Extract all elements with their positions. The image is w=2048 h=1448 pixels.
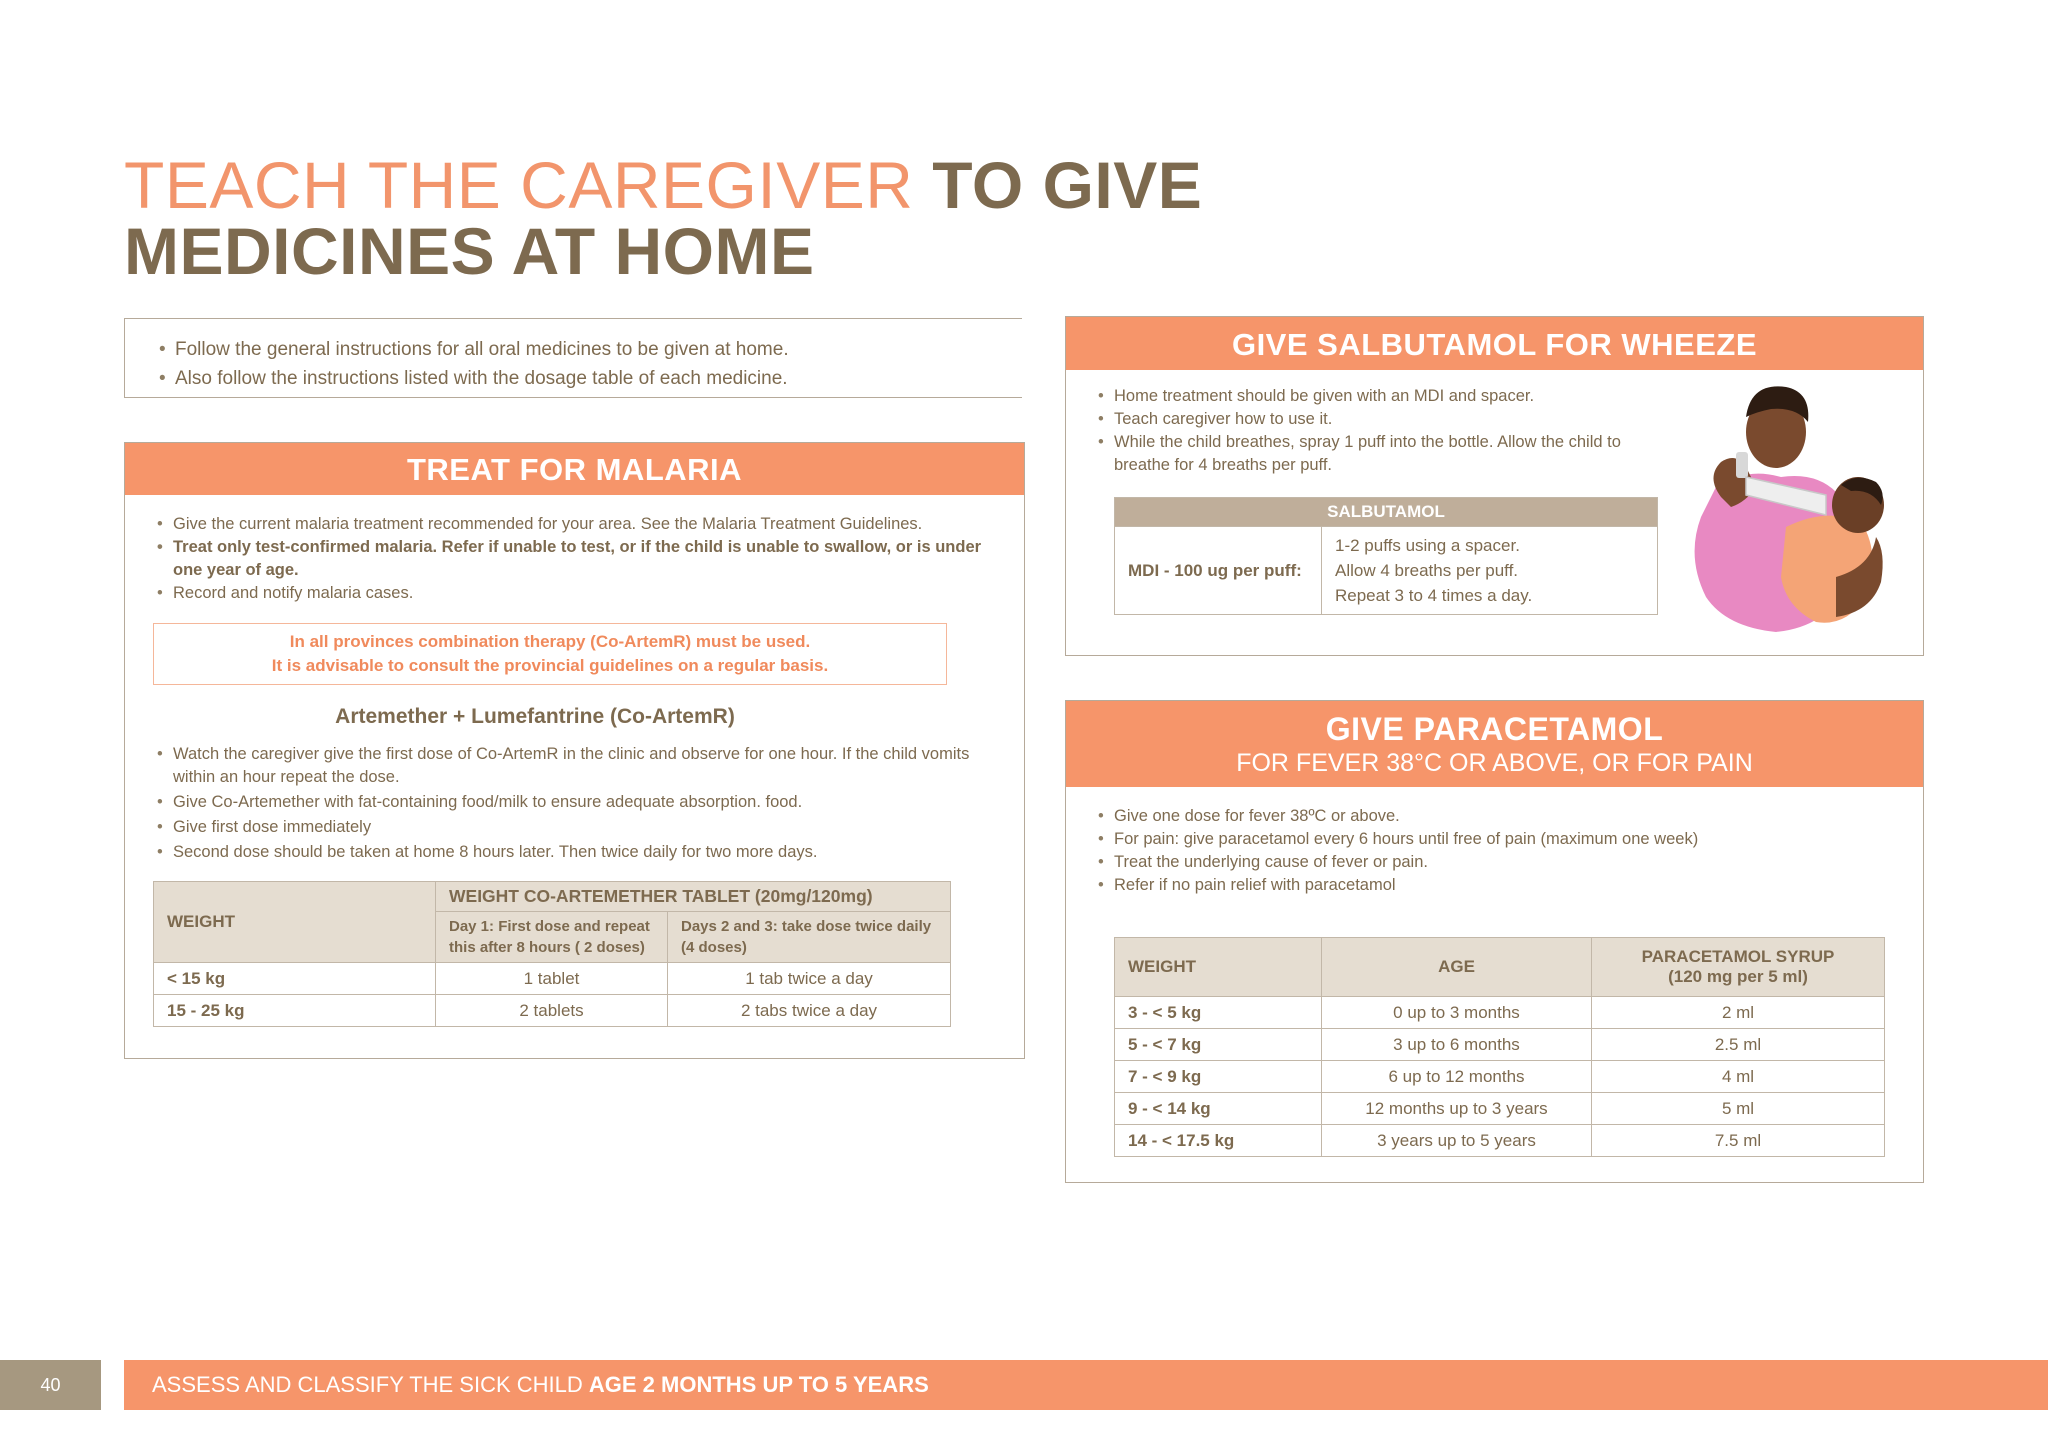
cell-weight: < 15 kg xyxy=(154,963,436,995)
co-artem-bullets xyxy=(157,743,997,866)
instruction-line: 1-2 puffs using a spacer. xyxy=(1335,536,1520,555)
cell-dose: 4 ml xyxy=(1592,1061,1885,1093)
table-row xyxy=(1115,1093,1885,1125)
list-item: • Give Co-Artemether with fat-containing food/milk to ensure adequate absorption. food. xyxy=(157,791,997,814)
cell-day23: 1 tab twice a day xyxy=(668,963,951,995)
cell-dose: 7.5 ml xyxy=(1592,1125,1885,1157)
title-dark-1: TO GIVE xyxy=(932,148,1203,222)
footer-text: ASSESS AND CLASSIFY THE SICK CHILD xyxy=(152,1372,589,1397)
cell-weight: 5 - < 7 kg xyxy=(1115,1029,1322,1061)
malaria-heading: TREAT FOR MALARIA xyxy=(125,443,1024,495)
instruction-line: Repeat 3 to 4 times a day. xyxy=(1335,586,1533,605)
paracetamol-bullets xyxy=(1098,805,1898,897)
paracetamol-panel xyxy=(1065,700,1924,1183)
table-header-salbutamol: SALBUTAMOL xyxy=(1115,498,1658,527)
list-item: • Give the current malaria treatment recommended for your area. See the Malaria Treatment Guidelines. xyxy=(157,513,997,536)
list-item: • Give one dose for fever 38ºC or above. xyxy=(1098,805,1898,828)
note-line: It is advisable to consult the provincial guidelines on a regular basis. xyxy=(271,656,829,675)
cell-day23: 2 tabs twice a day xyxy=(668,995,951,1027)
malaria-bullets xyxy=(157,513,997,605)
list-item: • Second dose should be taken at home 8 hours later. Then twice daily for two more days. xyxy=(157,841,997,864)
cell-age: 6 up to 12 months xyxy=(1322,1061,1592,1093)
cell-weight: 7 - < 9 kg xyxy=(1115,1061,1322,1093)
cell-weight: 15 - 25 kg xyxy=(154,995,436,1027)
table-header-day23: Days 2 and 3: take dose twice daily (4 doses) xyxy=(668,912,951,963)
cell-age: 3 years up to 5 years xyxy=(1322,1125,1592,1157)
cell-dose: 5 ml xyxy=(1592,1093,1885,1125)
list-item: • Record and notify malaria cases. xyxy=(157,582,997,605)
list-item: • While the child breathes, spray 1 puff into the bottle. Allow the child to breathe for 4 breaths per puff. xyxy=(1098,431,1658,477)
malaria-panel xyxy=(124,442,1025,1059)
header-line: PARACETAMOL SYRUP xyxy=(1641,947,1835,966)
mother-child-inhaler-illustration xyxy=(1676,377,1912,645)
cell-weight: 14 - < 17.5 kg xyxy=(1115,1125,1322,1157)
table-header-group: WEIGHT CO-ARTEMETHER TABLET (20mg/120mg) xyxy=(436,882,951,912)
cell-dose: 2.5 ml xyxy=(1592,1029,1885,1061)
title-light: TEACH THE CAREGIVER xyxy=(124,148,914,222)
cell-age: 3 up to 6 months xyxy=(1322,1029,1592,1061)
cell-day1: 1 tablet xyxy=(436,963,668,995)
cell-weight: 3 - < 5 kg xyxy=(1115,997,1322,1029)
table-row xyxy=(154,963,951,995)
list-item: • Refer if no pain relief with paracetamol xyxy=(1098,874,1898,897)
paracetamol-heading-block xyxy=(1066,701,1923,787)
cell-age: 12 months up to 3 years xyxy=(1322,1093,1592,1125)
list-item: • Treat only test-confirmed malaria. Refer if unable to test, or if the child is unable to swallow, or is under one year of age. xyxy=(157,536,997,582)
drug-title: Artemether + Lumefantrine (Co-ArtemR) xyxy=(335,705,735,728)
inhaler xyxy=(1736,452,1748,478)
salbutamol-heading: GIVE SALBUTAMOL FOR WHEEZE xyxy=(1066,317,1923,370)
page-title xyxy=(124,148,1224,288)
paracetamol-subheading: FOR FEVER 38°C OR ABOVE, OR FOR PAIN xyxy=(1236,749,1753,777)
cell-weight: 9 - < 14 kg xyxy=(1115,1093,1322,1125)
table-row xyxy=(154,995,951,1027)
footer-text-bold: AGE 2 MONTHS UP TO 5 YEARS xyxy=(588,1372,929,1397)
paracetamol-heading: GIVE PARACETAMOL xyxy=(1325,711,1664,747)
paracetamol-dosage-table xyxy=(1114,937,1885,1157)
malaria-note-box xyxy=(153,623,947,685)
general-instructions-list xyxy=(159,335,789,393)
footer-bar xyxy=(124,1360,2048,1410)
instruction-line: Allow 4 breaths per puff. xyxy=(1335,561,1519,580)
table-header-weight: WEIGHT xyxy=(154,882,436,963)
salbutamol-panel xyxy=(1065,316,1924,656)
salbutamol-bullets xyxy=(1098,385,1658,477)
cell-dose: 2 ml xyxy=(1592,997,1885,1029)
list-item: • Watch the caregiver give the first dose of Co-ArtemR in the clinic and observe for one hour. If the child vomits within an hour repeat the dose. xyxy=(157,743,997,789)
cell-day1: 2 tablets xyxy=(436,995,668,1027)
header-line: (120 mg per 5 ml) xyxy=(1668,967,1808,986)
list-item: • Treat the underlying cause of fever or pain. xyxy=(1098,851,1898,874)
table-row xyxy=(1115,1029,1885,1061)
table-row xyxy=(1115,1125,1885,1157)
list-item: • Home treatment should be given with an MDI and spacer. xyxy=(1098,385,1658,408)
list-item: • Give first dose immediately xyxy=(157,816,997,839)
list-item: • Teach caregiver how to use it. xyxy=(1098,408,1658,431)
table-header-age: AGE xyxy=(1322,938,1592,997)
cell-mdi: MDI - 100 ug per puff: xyxy=(1115,527,1322,615)
cell-instructions xyxy=(1322,527,1658,615)
list-item: • For pain: give paracetamol every 6 hours until free of pain (maximum one week) xyxy=(1098,828,1898,851)
table-header-syrup xyxy=(1592,938,1885,997)
cell-age: 0 up to 3 months xyxy=(1322,997,1592,1029)
table-row xyxy=(1115,997,1885,1029)
table-row xyxy=(1115,1061,1885,1093)
list-item: • Also follow the instructions listed with the dosage table of each medicine. xyxy=(159,364,789,393)
note-line: In all provinces combination therapy (Co-ArtemR) must be used. xyxy=(289,632,811,651)
general-instructions-box xyxy=(124,318,1022,398)
salbutamol-dosage-table xyxy=(1114,497,1658,615)
table-row xyxy=(1115,527,1658,615)
list-item: • Follow the general instructions for all oral medicines to be given at home. xyxy=(159,335,789,364)
table-header-day1: Day 1: First dose and repeat this after 8 hours ( 2 doses) xyxy=(436,912,668,963)
co-artemether-dosage-table xyxy=(153,881,951,1027)
title-dark-2: MEDICINES AT HOME xyxy=(124,214,815,288)
page-number: 40 xyxy=(0,1360,101,1410)
table-header-weight: WEIGHT xyxy=(1115,938,1322,997)
